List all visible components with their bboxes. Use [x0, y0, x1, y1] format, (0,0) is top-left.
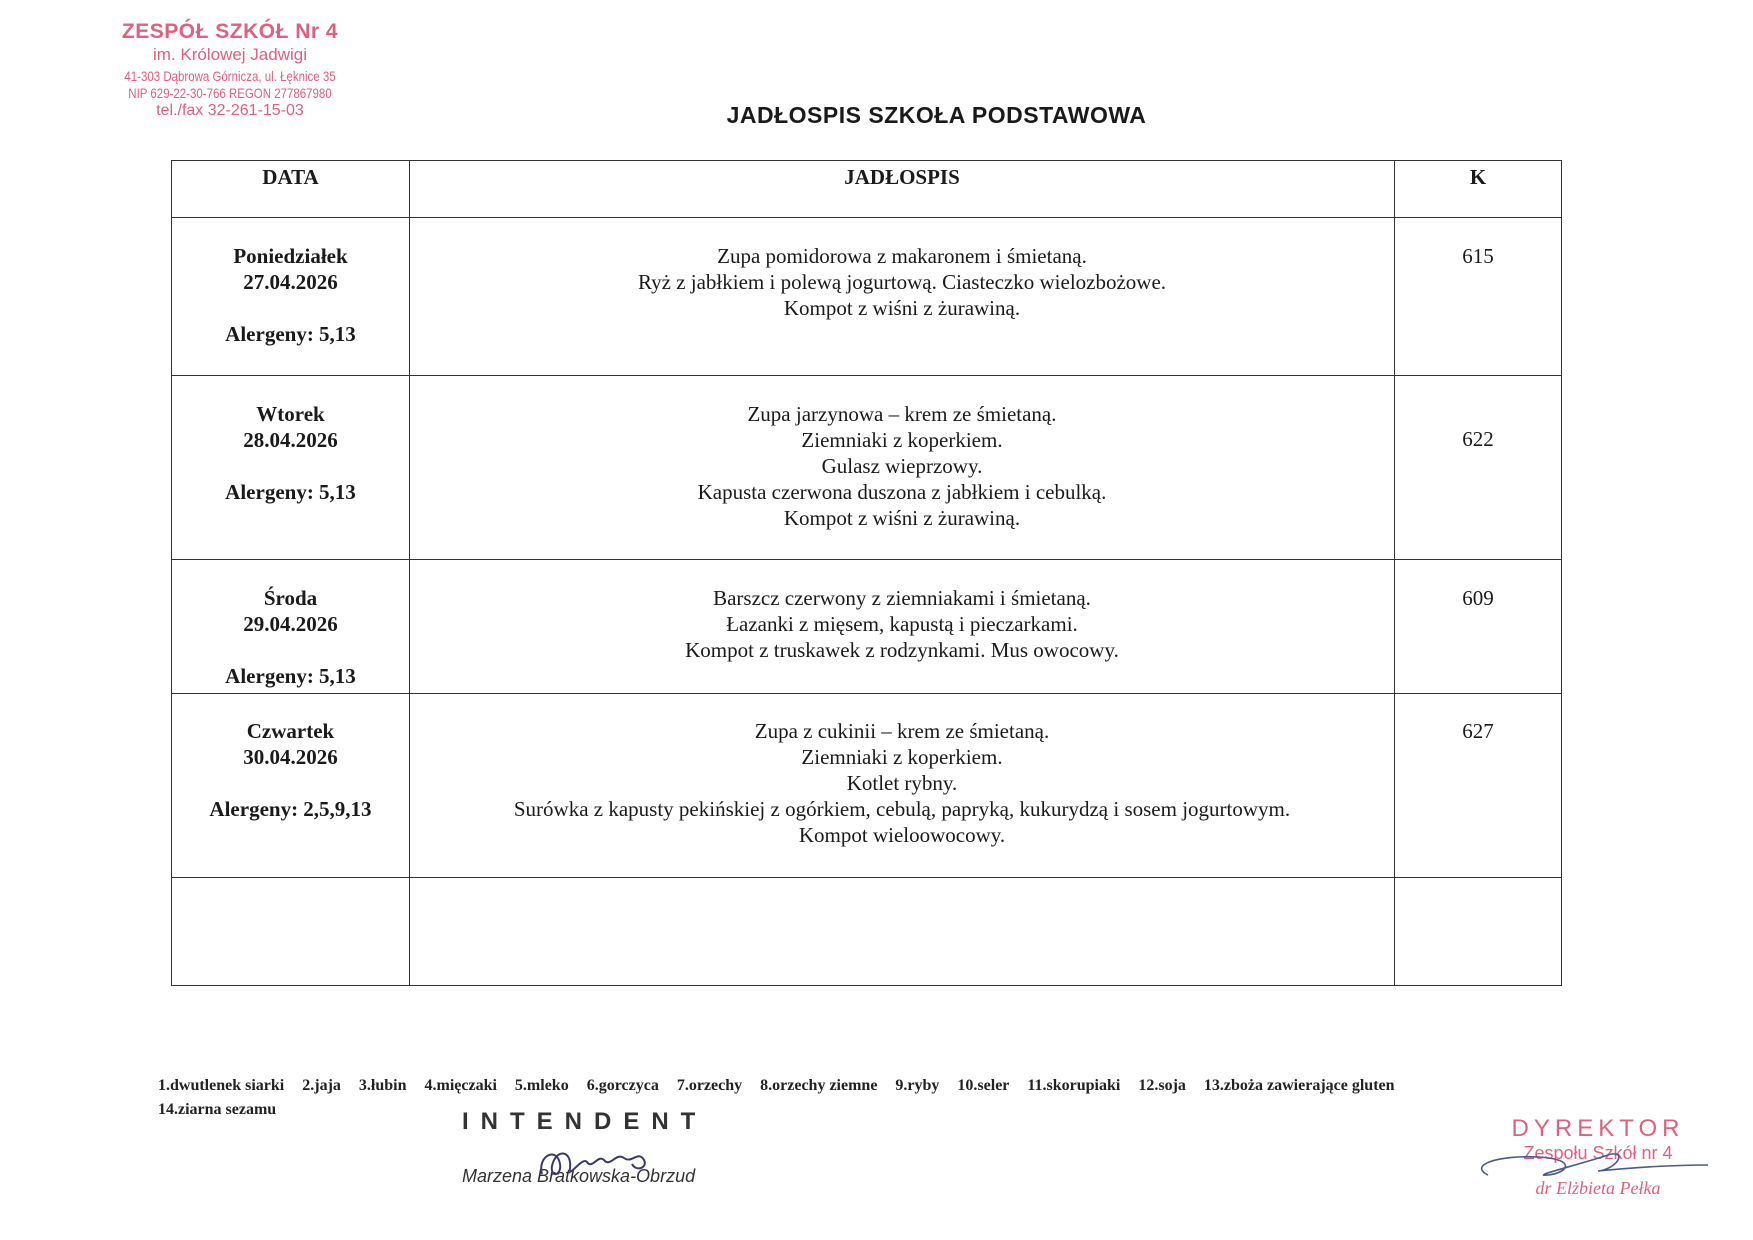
dish-line: Kapusta czerwona duszona z jabłkiem i cebulką. [697, 480, 1107, 504]
menu-cell [410, 218, 1395, 376]
day-allergens: Alergeny: 5,13 [225, 664, 356, 688]
dish-line: Zupa pomidorowa z makaronem i śmietaną. [717, 244, 1087, 268]
header-date: DATA [172, 161, 410, 218]
dish-line: Zupa jarzynowa – krem ze śmietaną. [747, 402, 1057, 426]
allergen-item: 2.jaja [302, 1077, 341, 1094]
date-cell [172, 376, 410, 560]
dish-line: Kompot z truskawek z rodzynkami. Mus owocowy. [685, 638, 1119, 662]
page-title: JADŁOSPIS SZKOŁA PODSTAWOWA [726, 102, 1147, 128]
dish-line: Kompot z wiśni z żurawiną. [783, 296, 1021, 320]
date-cell [172, 218, 410, 376]
kcal-value: 609 [1462, 586, 1494, 610]
table-row [172, 376, 1562, 560]
menu-table [171, 160, 1562, 986]
stamp-line-address: 41-303 Dąbrowa Górnicza, ul. Łęknice 35 [124, 68, 336, 84]
empty-cell [1395, 878, 1562, 986]
dish-line: Ziemniaki z koperkiem. [801, 428, 1003, 452]
stamp-line-patron: im. Królowej Jadwigi [153, 45, 307, 64]
intendent-title: INTENDENT [462, 1108, 708, 1135]
day-date: 28.04.2026 [243, 428, 338, 452]
dish-line: Kotlet rybny. [846, 771, 958, 795]
day-allergens: Alergeny: 5,13 [225, 480, 356, 504]
allergen-item: 8.orzechy ziemne [760, 1077, 878, 1094]
kcal-cell [1395, 376, 1562, 560]
allergen-legend [158, 1074, 1558, 1122]
handwritten-signature-icon [532, 1136, 672, 1186]
dish-line: Gulasz wieprzowy. [821, 454, 983, 478]
allergen-item: 6.gorczyca [586, 1077, 659, 1094]
day-allergens: Alergeny: 2,5,9,13 [209, 797, 372, 821]
intendent-name: Marzena Bratkowska-Obrzud [462, 1166, 696, 1186]
allergen-item: 14.ziarna sezamu [158, 1101, 277, 1118]
allergen-item: 10.seler [957, 1077, 1010, 1094]
kcal-cell [1395, 218, 1562, 376]
kcal-cell [1395, 694, 1562, 878]
stamp-line-phone: tel./fax 32-261-15-03 [156, 102, 304, 119]
stamp-line-name: ZESPÓŁ SZKÓŁ Nr 4 [121, 20, 339, 43]
director-stamp [1478, 1115, 1718, 1199]
empty-table-row [172, 878, 1562, 986]
allergen-item: 12.soja [1138, 1077, 1186, 1094]
table-row [172, 694, 1562, 878]
day-name: Wtorek [256, 402, 325, 426]
dish-line: Ziemniaki z koperkiem. [801, 745, 1003, 769]
allergen-item: 1.dwutlenek siarki [158, 1077, 285, 1094]
dish-line: Zupa z cukinii – krem ze śmietaną. [754, 719, 1050, 743]
day-name: Czwartek [246, 719, 335, 743]
handwritten-signature-icon [1458, 1135, 1718, 1195]
header-menu: JADŁOSPIS [410, 161, 1395, 218]
allergen-item: 3.łubin [358, 1077, 407, 1094]
table-header-row [172, 161, 1562, 218]
kcal-value: 615 [1462, 244, 1494, 268]
menu-cell [410, 376, 1395, 560]
kcal-value: 627 [1462, 719, 1494, 743]
date-cell [172, 560, 410, 694]
allergen-item: 4.mięczaki [424, 1077, 497, 1094]
table-row [172, 560, 1562, 694]
dish-line: Kompot z wiśni z żurawiną. [783, 506, 1021, 530]
allergen-item: 13.zboża zawierające gluten [1203, 1077, 1395, 1094]
intendent-signature [462, 1108, 722, 1187]
day-allergens: Alergeny: 5,13 [225, 322, 356, 346]
day-date: 27.04.2026 [243, 270, 338, 294]
header-kcal: K [1395, 161, 1562, 218]
date-cell [172, 694, 410, 878]
allergen-item: 5.mleko [514, 1077, 569, 1094]
director-subtitle: Zespołu Szkół nr 4 [1523, 1143, 1673, 1163]
director-name: dr Elżbieta Pełka [1535, 1178, 1661, 1198]
table-row [172, 218, 1562, 376]
dish-line: Surówka z kapusty pekińskiej z ogórkiem, cebulą, papryką, kukurydzą i sosem jogurtowym. [513, 797, 1291, 821]
empty-cell [172, 878, 410, 986]
director-title: DYREKTOR [1511, 1115, 1685, 1142]
allergen-item: 9.ryby [895, 1077, 940, 1094]
day-name: Poniedziałek [233, 244, 348, 268]
day-date: 29.04.2026 [243, 612, 338, 636]
kcal-cell [1395, 560, 1562, 694]
day-name: Środa [263, 586, 318, 610]
dish-line: Kompot wieloowocowy. [798, 823, 1006, 847]
kcal-value: 622 [1462, 427, 1494, 451]
stamp-line-nip: NIP 629-22-30-766 REGON 277867980 [128, 85, 332, 101]
allergen-item: 11.skorupiaki [1027, 1077, 1121, 1094]
dish-line: Barszcz czerwony z ziemniakami i śmietaną. [713, 586, 1091, 610]
dish-line: Ryż z jabłkiem i polewą jogurtową. Ciasteczko wielozbożowe. [637, 270, 1167, 294]
dish-line: Łazanki z mięsem, kapustą i pieczarkami. [726, 612, 1078, 636]
menu-cell [410, 694, 1395, 878]
menu-cell [410, 560, 1395, 694]
day-date: 30.04.2026 [243, 745, 338, 769]
allergen-item: 7.orzechy [676, 1077, 743, 1094]
empty-cell [410, 878, 1395, 986]
